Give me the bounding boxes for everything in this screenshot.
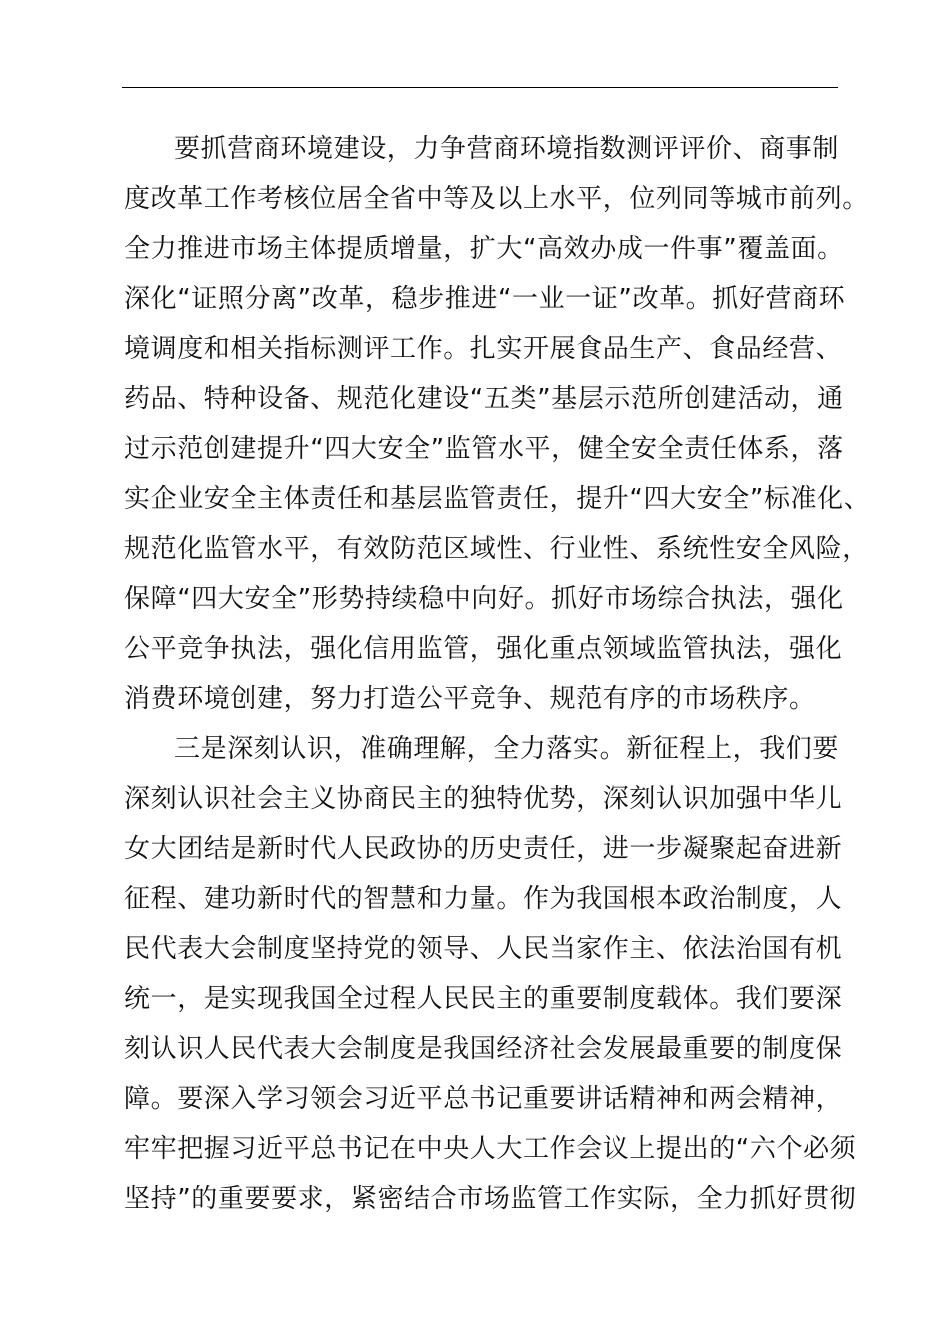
text-line: 统一，是实现我国全过程人民民主的重要制度载体。我们要深 bbox=[124, 984, 843, 1014]
text-line: 女大团结是新时代人民政协的历史责任，进一步凝聚起奋进新 bbox=[124, 834, 843, 864]
text-line: 深化“证照分离”改革，稳步推进“一业一证”改革。抓好营商环 bbox=[124, 284, 846, 314]
text-line: 公平竞争执法，强化信用监管，强化重点领域监管执法，强化 bbox=[124, 634, 843, 664]
text-line: 征程、建功新时代的智慧和力量。作为我国根本政治制度，人 bbox=[124, 884, 843, 914]
text-line: 牢牢把握习近平总书记在中央人大工作会议上提出的“六个必须 bbox=[124, 1134, 857, 1164]
text-line: 三是深刻认识，准确理解，全力落实。新征程上，我们要 bbox=[174, 734, 840, 764]
text-line: 药品、特种设备、规范化建设“五类”基层示范所创建活动，通 bbox=[124, 384, 844, 414]
text-line: 保障“四大安全”形势持续稳中向好。抓好市场综合执法，强化 bbox=[124, 584, 844, 614]
text-line: 度改革工作考核位居全省中等及以上水平，位列同等城市前列。 bbox=[124, 184, 869, 214]
paragraph-1 bbox=[124, 124, 871, 724]
text-line: 境调度和相关指标测评工作。扎实开展食品生产、食品经营、 bbox=[124, 334, 843, 364]
text-line: 消费环境创建，努力打造公平竞争、规范有序的市场秩序。 bbox=[124, 684, 816, 714]
text-line: 民代表大会制度坚持党的领导、人民当家作主、依法治国有机 bbox=[124, 934, 843, 964]
text-line: 规范化监管水平，有效防范区域性、行业性、系统性安全风险， bbox=[124, 534, 869, 564]
paragraph-2 bbox=[124, 724, 857, 1224]
text-line: 全力推进市场主体提质增量，扩大“高效办成一件事”覆盖面。 bbox=[124, 234, 844, 264]
text-line: 实企业安全主体责任和基层监管责任，提升“四大安全”标准化、 bbox=[124, 484, 871, 514]
text-line: 过示范创建提升“四大安全”监管水平，健全安全责任体系，落 bbox=[124, 434, 844, 464]
text-line: 深刻认识社会主义协商民主的独特优势，深刻认识加强中华儿 bbox=[124, 784, 843, 814]
header-rule bbox=[122, 87, 838, 88]
body-text bbox=[124, 124, 871, 1224]
text-line: 障。要深入学习领会习近平总书记重要讲话精神和两会精神， bbox=[124, 1084, 843, 1114]
text-line: 坚持”的重要要求，紧密结合市场监管工作实际，全力抓好贯彻 bbox=[124, 1184, 857, 1214]
text-line: 要抓营商环境建设，力争营商环境指数测评评价、商事制 bbox=[174, 134, 840, 164]
text-line: 刻认识人民代表大会制度是我国经济社会发展最重要的制度保 bbox=[124, 1034, 843, 1064]
